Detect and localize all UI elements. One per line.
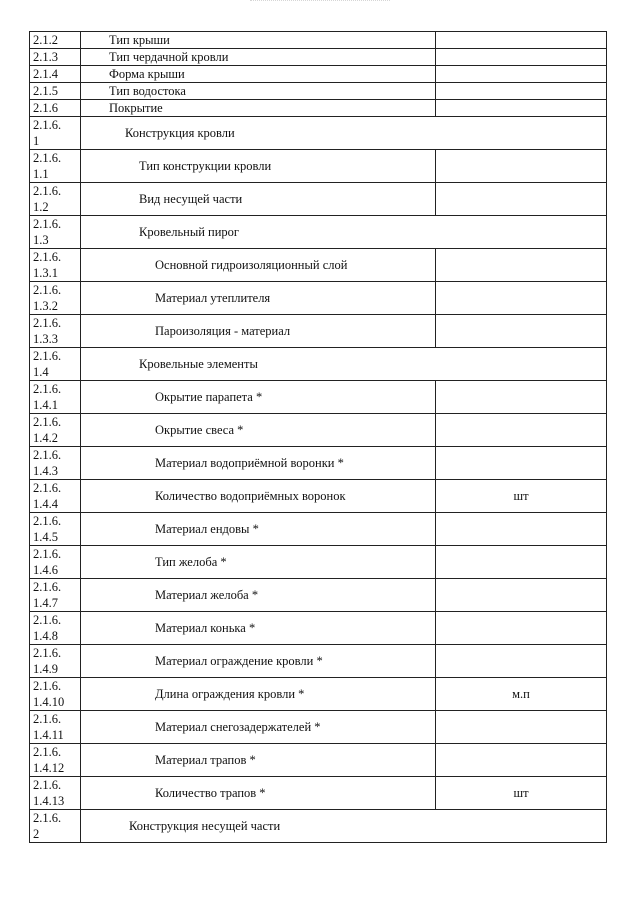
row-label: Окрытие свеса * [81, 414, 436, 447]
row-label: Кровельные элементы [81, 348, 607, 381]
table-row [30, 744, 607, 777]
row-label: Тип крыши [81, 32, 436, 49]
row-label: Конструкция кровли [81, 117, 607, 150]
row-label: Пароизоляция - материал [81, 315, 436, 348]
row-number: 2.1.6. 1.4 [30, 348, 81, 381]
scan-artifact [250, 0, 390, 7]
row-number: 2.1.6. 1.4.5 [30, 513, 81, 546]
row-value-cell[interactable] [436, 100, 607, 117]
table-row [30, 480, 607, 513]
row-value-cell[interactable] [436, 447, 607, 480]
row-value-cell[interactable]: м.п [436, 678, 607, 711]
table-row [30, 249, 607, 282]
row-value-cell[interactable] [436, 645, 607, 678]
row-label: Материал конька * [81, 612, 436, 645]
table-row [30, 49, 607, 66]
row-value-cell[interactable] [436, 546, 607, 579]
table-row [30, 645, 607, 678]
row-label: Тип желоба * [81, 546, 436, 579]
row-label: Форма крыши [81, 66, 436, 83]
row-value-cell[interactable] [436, 150, 607, 183]
row-label: Тип чердачной кровли [81, 49, 436, 66]
table-row [30, 678, 607, 711]
table-row [30, 513, 607, 546]
row-number: 2.1.6. 1.3.3 [30, 315, 81, 348]
table-row [30, 381, 607, 414]
row-label: Материал ограждение кровли * [81, 645, 436, 678]
row-number: 2.1.6. 1.4.6 [30, 546, 81, 579]
row-number: 2.1.6. 1.4.3 [30, 447, 81, 480]
table-row [30, 32, 607, 49]
row-label: Количество водоприёмных воронок [81, 480, 436, 513]
table-row [30, 711, 607, 744]
row-label: Тип конструкции кровли [81, 150, 436, 183]
table-row [30, 612, 607, 645]
row-number: 2.1.6. 1.4.7 [30, 579, 81, 612]
table-row [30, 216, 607, 249]
row-label: Длина ограждения кровли * [81, 678, 436, 711]
row-number: 2.1.6. 1.2 [30, 183, 81, 216]
row-value-cell[interactable] [436, 249, 607, 282]
table-row [30, 100, 607, 117]
row-number: 2.1.2 [30, 32, 81, 49]
row-label: Количество трапов * [81, 777, 436, 810]
row-value-cell[interactable] [436, 32, 607, 49]
table-row [30, 579, 607, 612]
table-row [30, 83, 607, 100]
table-row [30, 348, 607, 381]
row-value-cell[interactable]: шт [436, 777, 607, 810]
row-label: Материал утеплителя [81, 282, 436, 315]
row-label: Тип водостока [81, 83, 436, 100]
row-number: 2.1.6. 1.1 [30, 150, 81, 183]
table-row [30, 414, 607, 447]
row-value-cell[interactable] [436, 414, 607, 447]
row-value-cell[interactable] [436, 66, 607, 83]
row-number: 2.1.6. 2 [30, 810, 81, 843]
row-number: 2.1.6. 1.4.8 [30, 612, 81, 645]
row-label: Материал ендовы * [81, 513, 436, 546]
row-value-cell[interactable] [436, 744, 607, 777]
row-number: 2.1.6. 1.4.1 [30, 381, 81, 414]
row-value-cell[interactable] [436, 579, 607, 612]
table-body [30, 32, 607, 843]
row-label: Материал трапов * [81, 744, 436, 777]
row-number: 2.1.6. 1.4.13 [30, 777, 81, 810]
table-row [30, 282, 607, 315]
table-row [30, 66, 607, 83]
row-number: 2.1.6. 1.3.1 [30, 249, 81, 282]
table-row [30, 117, 607, 150]
row-number: 2.1.6. 1.3 [30, 216, 81, 249]
row-label: Материал желоба * [81, 579, 436, 612]
row-number: 2.1.6. 1.3.2 [30, 282, 81, 315]
row-value-cell[interactable] [436, 711, 607, 744]
table-row [30, 777, 607, 810]
row-number: 2.1.6. 1 [30, 117, 81, 150]
row-value-cell[interactable] [436, 315, 607, 348]
row-label: Кровельный пирог [81, 216, 607, 249]
row-value-cell[interactable] [436, 183, 607, 216]
row-value-cell[interactable] [436, 381, 607, 414]
row-value-cell[interactable] [436, 83, 607, 100]
row-value-cell[interactable]: шт [436, 480, 607, 513]
row-number: 2.1.6. 1.4.2 [30, 414, 81, 447]
row-label: Материал снегозадержателей * [81, 711, 436, 744]
row-number: 2.1.6. 1.4.11 [30, 711, 81, 744]
row-number: 2.1.6. 1.4.10 [30, 678, 81, 711]
row-number: 2.1.6. 1.4.4 [30, 480, 81, 513]
row-number: 2.1.6. 1.4.12 [30, 744, 81, 777]
table-row [30, 315, 607, 348]
table-row [30, 150, 607, 183]
row-label: Материал водоприёмной воронки * [81, 447, 436, 480]
row-label: Вид несущей части [81, 183, 436, 216]
table-row [30, 546, 607, 579]
table-row [30, 810, 607, 843]
row-value-cell[interactable] [436, 282, 607, 315]
table-row [30, 183, 607, 216]
row-number: 2.1.6 [30, 100, 81, 117]
table-row [30, 447, 607, 480]
row-value-cell[interactable] [436, 513, 607, 546]
roof-spec-table [29, 31, 607, 843]
row-label: Основной гидроизоляционный слой [81, 249, 436, 282]
row-number: 2.1.5 [30, 83, 81, 100]
row-number: 2.1.4 [30, 66, 81, 83]
row-number: 2.1.6. 1.4.9 [30, 645, 81, 678]
row-value-cell[interactable] [436, 49, 607, 66]
row-value-cell[interactable] [436, 612, 607, 645]
row-label: Окрытие парапета * [81, 381, 436, 414]
row-number: 2.1.3 [30, 49, 81, 66]
row-label: Конструкция несущей части [81, 810, 607, 843]
row-label: Покрытие [81, 100, 436, 117]
